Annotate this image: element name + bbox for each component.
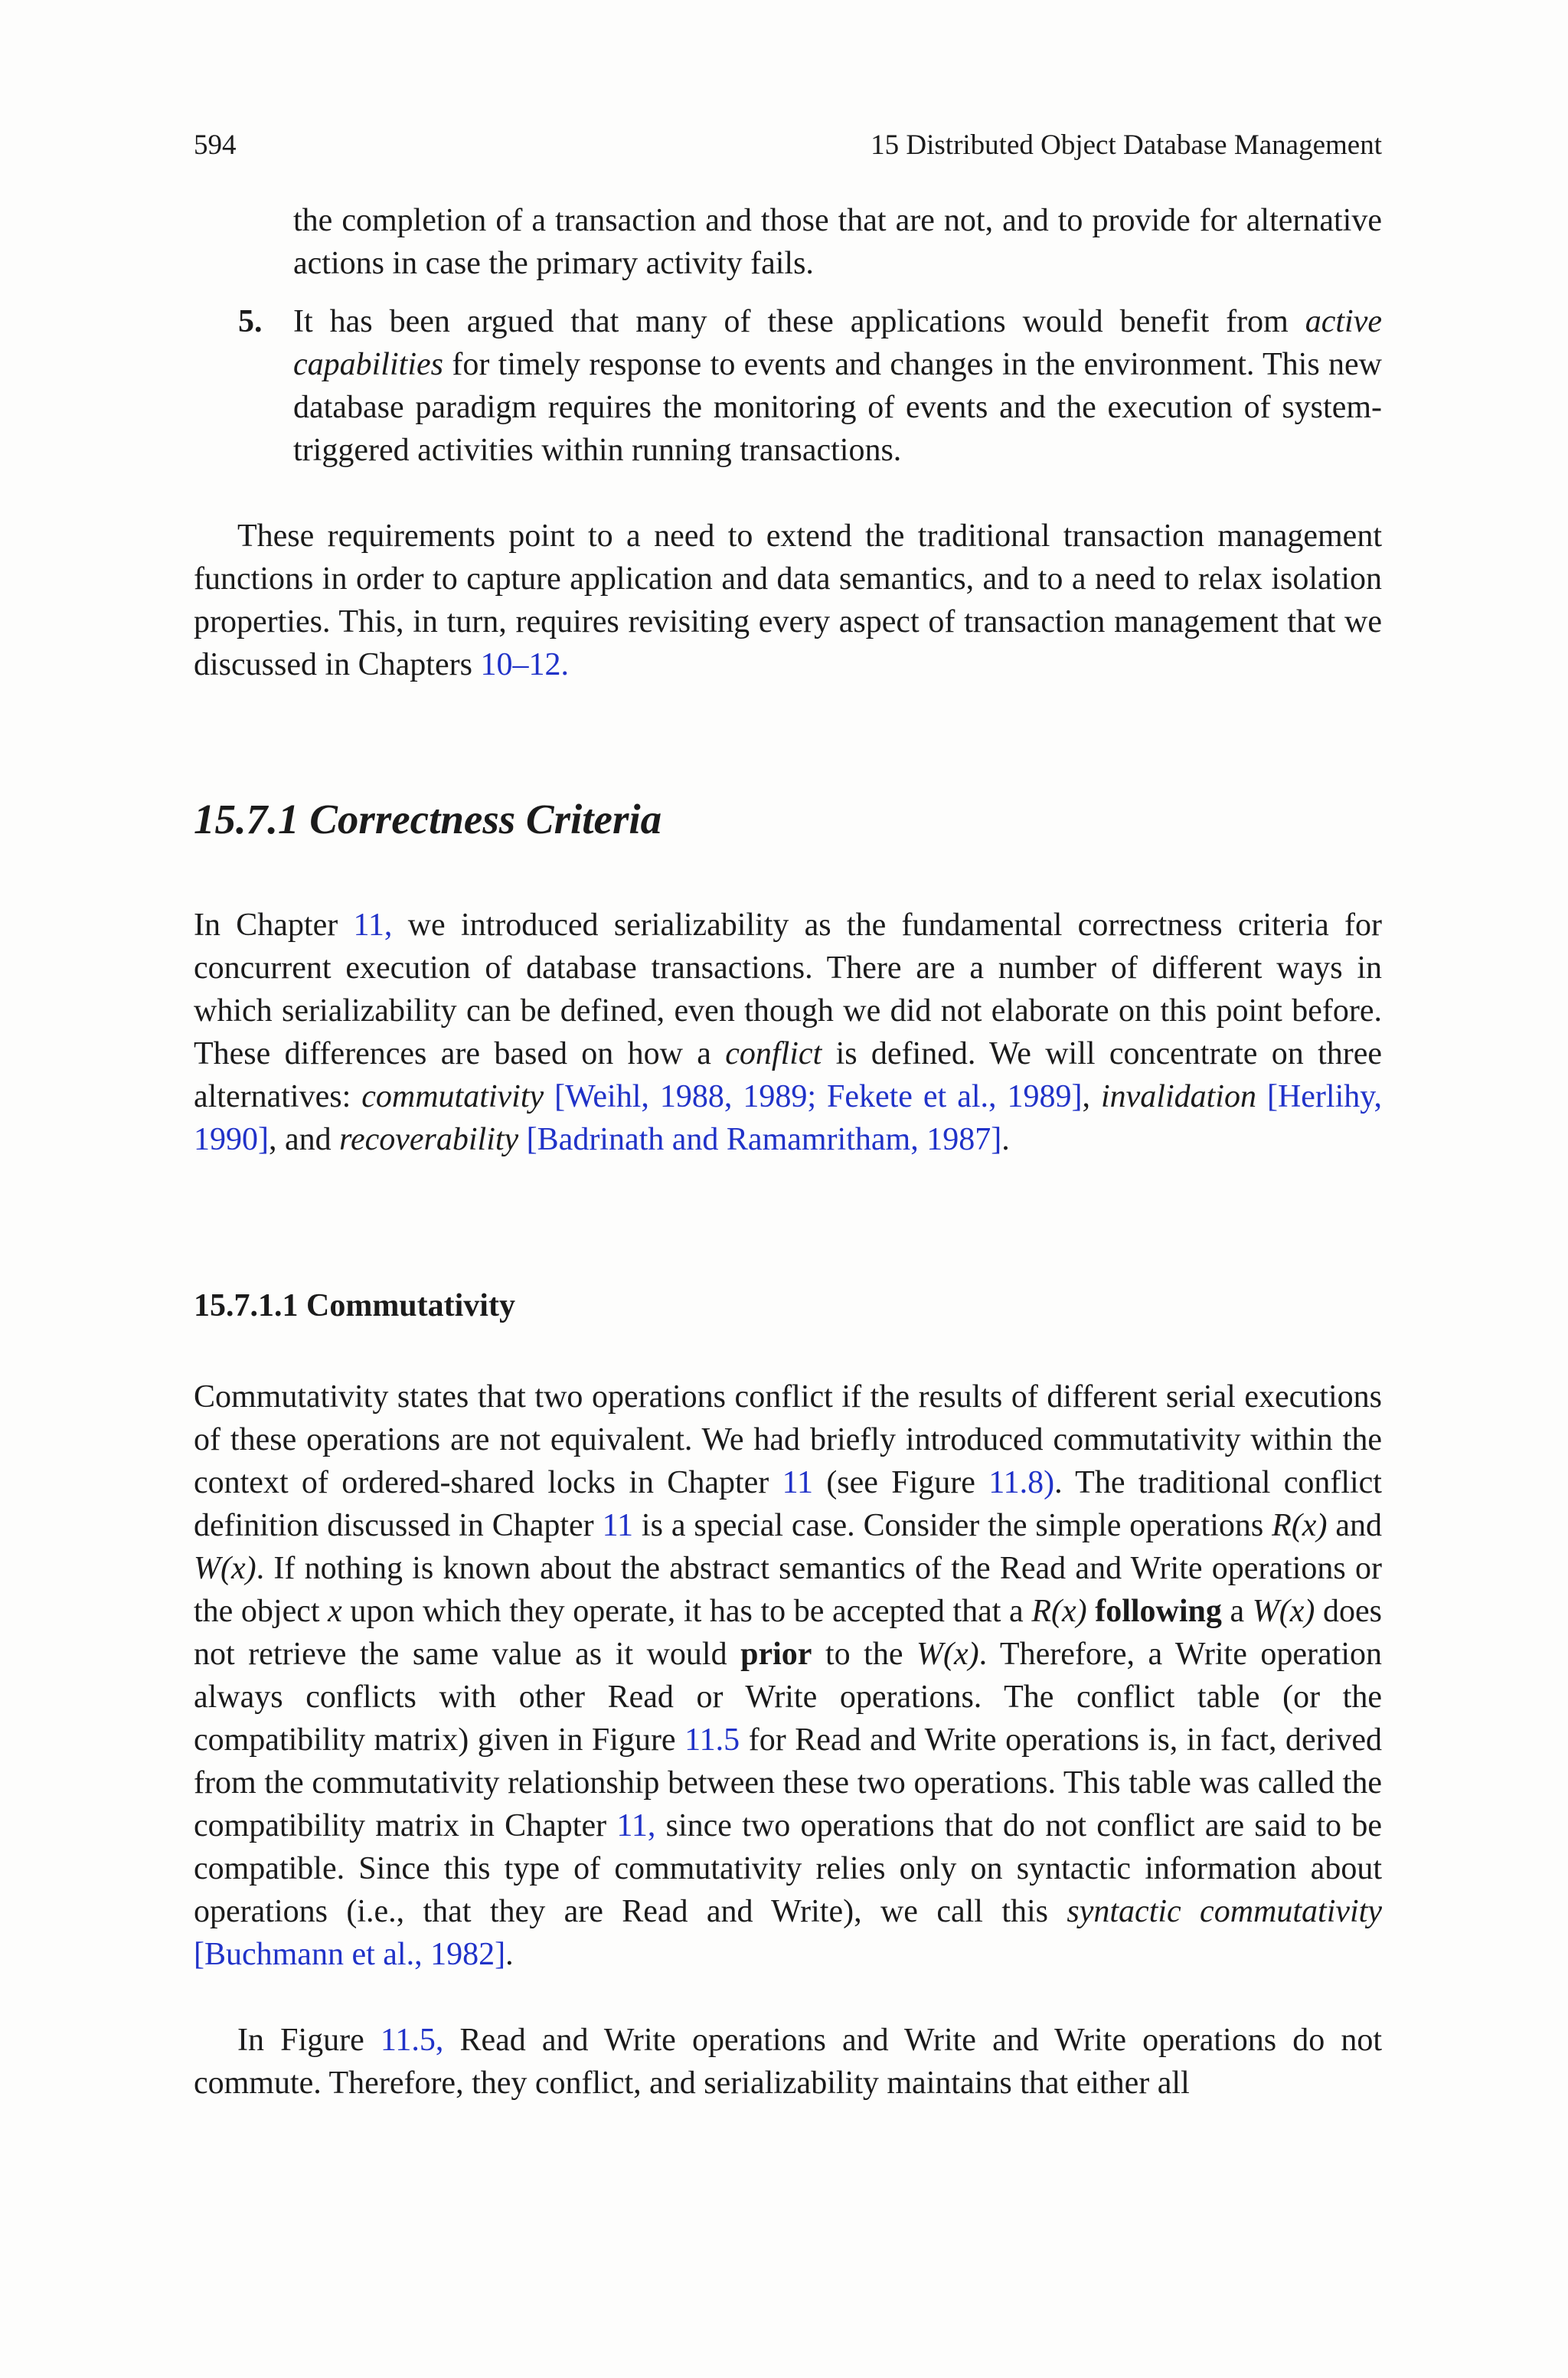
text <box>544 1079 554 1114</box>
text: Read and Write operations and Write and Write operations do not commute. Therefore, they conflict, and serializability maintains that either all <box>194 2023 1382 2101</box>
citation-link[interactable]: [Herlihy, 1990] <box>194 1079 1383 1157</box>
emphasis: commutativity <box>361 1079 544 1114</box>
text: Commutativity states that two operations conflict if the results of different serial executions of these operations are not equivalent. We had briefly introduced commutativity within the context of ordered-shared locks in Chapter <box>194 1379 1382 1500</box>
text: . <box>505 1937 514 1972</box>
text <box>518 1122 527 1157</box>
text: It has been argued that many of these applications would benefit from <box>293 304 1305 339</box>
text: . Therefore, a Write operation always conflicts with other Read or Write operations. The conflict table (or the compatibility matrix) given in Figure <box>194 1637 1382 1758</box>
citation-link[interactable]: [Badrinath and Ramamritham, 1987] <box>526 1122 1002 1157</box>
text <box>1087 1594 1096 1629</box>
text: does not retrieve the same value as it would <box>194 1594 1382 1672</box>
text: we introduced serializability as the fundamental correctness criteria for concurrent execution of database transactions. There are a number of different ways in which serializability can be defined, even though we did not elaborate on this point before. These differences are based on how a <box>194 908 1382 1071</box>
list-item-5 <box>293 300 1382 472</box>
text: (see Figure <box>813 1465 989 1500</box>
text: since two operations that do not conflict are said to be compatible. Since this type of commutativity relies only on syntactic information about operations (i.e., that they are Read and Write), we call this <box>194 1808 1382 1929</box>
chapter-link[interactable]: 11, <box>616 1808 656 1843</box>
text: to the <box>812 1637 917 1672</box>
figure-link[interactable]: 11.5, <box>380 2023 444 2058</box>
paragraph-requirements <box>194 515 1382 686</box>
list-item-5-number: 5. <box>238 304 263 339</box>
chapter-link[interactable]: 10–12. <box>480 647 569 682</box>
math: W(x) <box>916 1637 979 1672</box>
text: These requirements point to a need to extend the traditional transaction management functions in order to capture application and data semantics, and to a need to relax isolation properties. This, in turn, requires revisiting every aspect of transaction management that we discussed in Chapters <box>194 518 1382 682</box>
text: , and <box>269 1122 340 1157</box>
text: , <box>1082 1079 1101 1114</box>
figure-link[interactable]: 11.8) <box>988 1465 1055 1500</box>
paragraph-commutativity <box>194 1375 1382 1976</box>
text <box>1256 1079 1267 1114</box>
text: for timely response to events and changes in the environment. This new database paradigm requires the monitoring of events and the execution of system-triggered activities within running transactions. <box>293 347 1382 468</box>
emphasis: invalidation <box>1100 1079 1256 1114</box>
text: is defined. We will concentrate on three alternatives: <box>194 1036 1383 1114</box>
text: . <box>1001 1122 1010 1157</box>
section-title: 15.7.1 Correctness Criteria <box>194 796 662 842</box>
emphasis: syntactic commutativity <box>1067 1894 1382 1929</box>
text: upon which they operate, it has to be accepted that a <box>341 1594 1032 1629</box>
chapter-link[interactable]: 11 <box>782 1465 814 1500</box>
math: R(x) <box>1272 1508 1328 1543</box>
list-item-4-continuation: the completion of a transaction and those that are not, and to provide for alternative actions in case the primary activity fails. <box>293 203 1382 281</box>
page-number: 594 <box>194 129 237 161</box>
text: In Chapter <box>194 908 354 943</box>
text: In Figure <box>237 2023 381 2058</box>
emphasis: active capabilities <box>293 304 1382 382</box>
text: is a special case. Consider the simple operations <box>633 1508 1272 1543</box>
paragraph-figure-11-5 <box>194 2019 1382 2105</box>
emphasis: recoverability <box>339 1122 519 1157</box>
text: for Read and Write operations is, in fact, derived from the commutativity relationship between these two operations. This table was called the compatibility matrix in Chapter <box>194 1722 1382 1843</box>
figure-link[interactable]: 11.5 <box>684 1722 740 1758</box>
text: . The traditional conflict definition discussed in Chapter <box>194 1465 1382 1543</box>
text: and <box>1327 1508 1382 1543</box>
emphasis: conflict <box>725 1036 822 1071</box>
math: W(x) <box>1252 1594 1315 1629</box>
citation-link[interactable]: [Weihl, 1988, 1989; Fekete et al., 1989] <box>554 1079 1083 1114</box>
subsection-title: 15.7.1.1 Commutativity <box>194 1288 515 1323</box>
chapter-link[interactable]: 11 <box>602 1508 634 1543</box>
math: R(x) <box>1031 1594 1087 1629</box>
paragraph-correctness <box>194 904 1382 1161</box>
citation-link[interactable]: [Buchmann et al., 1982] <box>194 1937 506 1972</box>
chapter-link[interactable]: 11, <box>353 908 393 943</box>
math: x <box>328 1594 342 1629</box>
bold-term: following <box>1095 1594 1222 1629</box>
math: W(x) <box>194 1551 256 1586</box>
text: . If nothing is known about the abstract semantics of the Read and Write operations or the object <box>194 1551 1382 1629</box>
bold-term: prior <box>740 1637 812 1672</box>
text: a <box>1221 1594 1253 1629</box>
running-title: 15 Distributed Object Database Management <box>871 129 1382 161</box>
